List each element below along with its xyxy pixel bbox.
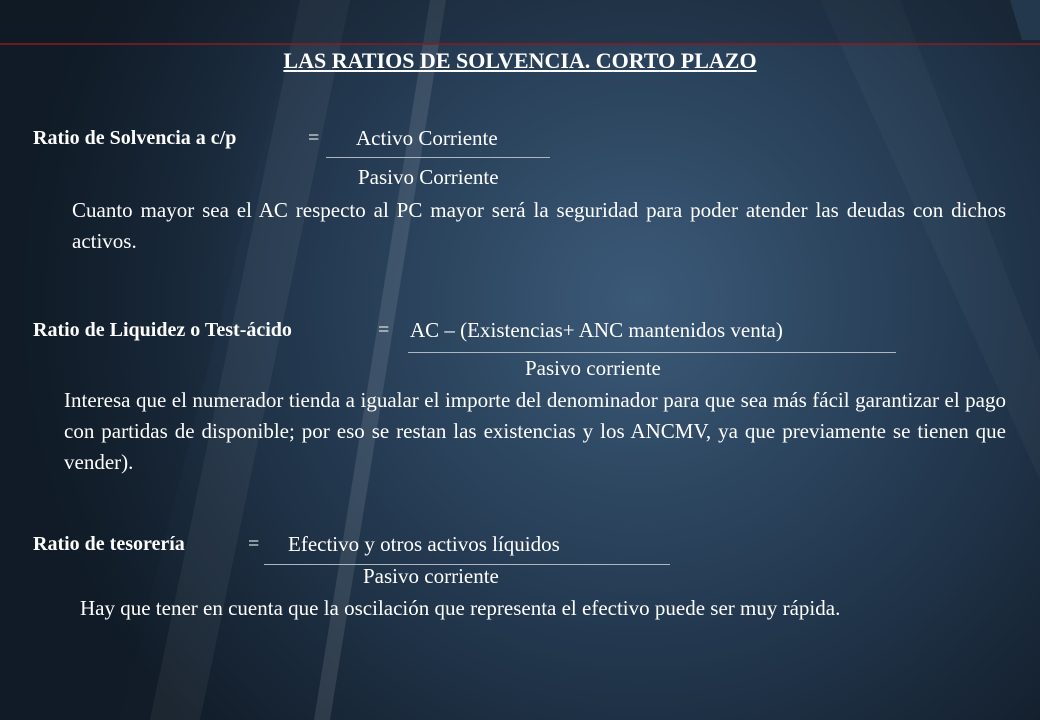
ratio-liquidez-description: Interesa que el numerador tienda a igualar el importe del denominador para que sea más fácil garantizar el pago con partidas de disponible; por eso se restan las existencias y los ANCMV, ya que previamente se tienen que vender).	[64, 388, 1006, 474]
ratio-tesoreria-denominator: Pasivo corriente	[363, 564, 499, 588]
ratio-liquidez-denominator: Pasivo corriente	[525, 356, 661, 380]
ratio-liquidez-label: Ratio de Liquidez o Test-ácido	[33, 319, 292, 341]
ratio-tesoreria-equals: =	[248, 533, 260, 555]
ratio-solvencia-numerator: Activo Corriente	[356, 126, 498, 150]
ratio-solvencia-description: Cuanto mayor sea el AC respecto al PC mayor será la seguridad para poder atender las deudas con dichos activos.	[72, 198, 1006, 253]
ratio-solvencia-equals: =	[308, 127, 320, 149]
slide-title: LAS RATIOS DE SOLVENCIA. CORTO PLAZO	[283, 48, 757, 73]
ratio-liquidez-equals: =	[378, 319, 390, 341]
ratio-tesoreria-description: Hay que tener en cuenta que la oscilación que representa el efectivo puede ser muy rápida.	[80, 596, 841, 620]
ratio-solvencia-fraction-line	[326, 157, 550, 158]
ratio-tesoreria-label: Ratio de tesorería	[33, 533, 185, 555]
ratio-solvencia-denominator: Pasivo Corriente	[358, 165, 499, 189]
ratio-liquidez-fraction-line	[408, 352, 896, 353]
ratio-liquidez-numerator: AC – (Existencias+ ANC mantenidos venta)	[410, 318, 783, 342]
ratio-solvencia-label: Ratio de Solvencia a c/p	[33, 127, 237, 149]
ratio-tesoreria-numerator: Efectivo y otros activos líquidos	[288, 532, 560, 556]
